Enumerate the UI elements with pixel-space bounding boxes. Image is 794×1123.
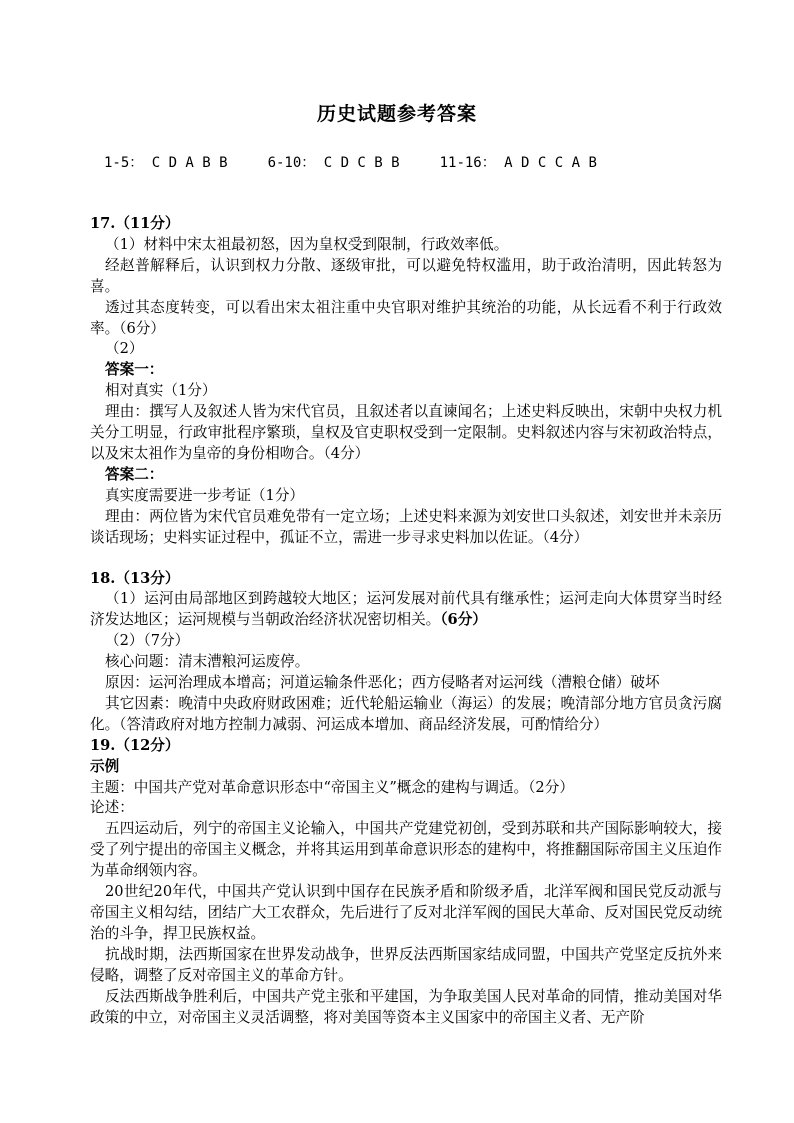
q17-answer1-claim: 相对真实（1分） (105, 382, 217, 400)
q17-part1: （1）材料中宋太祖最初怒，因为皇权受到限制，行政效率低。 (105, 235, 509, 253)
q17-answer2-reason: 理由：两位皆为宋代官员难免带有一定立场；上述史料来源为刘安世口头叙述，刘安世并未亲历谈话现场；史料实证过程中，孤证不立，需进一步寻求史料加以佐证。（4分） (90, 507, 722, 546)
q19-example-label: 示例 (90, 757, 120, 775)
q19-theme: 主题：中国共产党对革命意识形态中“帝国主义”概念的建构与调适。（2分） (90, 778, 574, 796)
q19-paragraph: 抗战时期，法西斯国家在世界发动战争，世界反法西斯国家结成同盟，中国共产党坚定反抗外来侵略，调整了反对帝国主义的革命方针。 (90, 945, 722, 984)
q19-discussion-label: 论述： (90, 799, 134, 817)
q19-paragraph: 20世纪20年代，中国共产党认识到中国存在民族矛盾和阶级矛盾，北洋军阀和国民党反动派与帝国主义相勾结，团结广大工农群众，先后进行了反对北洋军阀的国民大革命、反对国民党反动统治的斗争，捍卫民族权益。 (90, 883, 722, 942)
section-gap (90, 549, 722, 569)
q18-heading: 18.（13分） (90, 569, 180, 587)
q19-paragraph: 五四运动后，列宁的帝国主义论输入，中国共产党建党初创，受到苏联和共产国际影响较大，接受了列宁提出的帝国主义概念，并将其运用到革命意识形态的建构中，将推翻国际帝国主义压迫作为革命纲领内容。 (90, 820, 722, 880)
page-title: 历史试题参考答案 (316, 103, 477, 125)
choice-answers-11-16: 11-16： A D C C A B (439, 155, 597, 171)
q18-part1-text: （1）运河由局部地区到跨越较大地区；运河发展对前代具有继承性；运河走向大体贯穿当时经济发达地区；运河规模与当朝政治经济状况密切相关。 (90, 590, 722, 629)
q17-paragraph: 透过其态度转变，可以看出宋太祖注重中央官职对维护其统治的功能，从长远看不利于行政效率。（6分） (90, 298, 722, 337)
q18-part2: （2）（7分） (105, 632, 190, 650)
choice-answers (104, 152, 637, 172)
q17-part2: （2） (105, 340, 144, 358)
q18-part1 (90, 589, 722, 631)
q17-answer1-reason: 理由：撰写人及叙述人皆为宋代官员，且叙述者以直谏闻名；上述史料反映出，宋朝中央权力机关分工明显，行政审批程序繁琐，皇权及官吏职权受到一定限制。史料叙述内容与宋初政治特点，以及宋太祖作为皇帝的身份相吻合。（4分） (90, 403, 722, 462)
q18-other-factors: 其它因素：晚清中央政府财政困难；近代轮船运输业（海运）的发展；晚清部分地方官员贪污腐化。（答清政府对地方控制力减弱、河运成本增加、商品经济发展，可酌情给分） (90, 694, 722, 733)
q18-reasons: 原因：运河治理成本增高；河道运输条件恶化；西方侵略者对运河线（漕粮仓储）破坏 (105, 674, 660, 692)
choice-answers-1-5: 1-5： C D A B B (104, 155, 228, 171)
q18-core-question: 核心问题：清末漕粮河运废停。 (105, 653, 310, 671)
q17-paragraph: 经赵普解释后，认识到权力分散、逐级审批，可以避免特权滥用，助于政治清明，因此转怒为喜。 (90, 256, 722, 295)
q19-paragraph: 反法西斯战争胜利后，中国共产党主张和平建国，为争取美国人民对革命的同情，推动美国对华政策的中立，对帝国主义灵活调整，将对美国等资本主义国家中的帝国主义者、无产阶 (90, 987, 722, 1026)
choice-answers-6-10: 6-10： C D C B B (267, 155, 400, 171)
q17-answer2-claim: 真实度需要进一步考证（1分） (105, 486, 305, 504)
answer-body (90, 214, 722, 1028)
q18-part1-score: （6分） (440, 611, 487, 629)
q19-heading: 19.（12分） (90, 736, 180, 754)
q17-heading: 17.（11分） (90, 215, 180, 232)
q17-answer1-label: 答案一： (105, 361, 164, 379)
q17-answer2-label: 答案二： (105, 465, 164, 483)
